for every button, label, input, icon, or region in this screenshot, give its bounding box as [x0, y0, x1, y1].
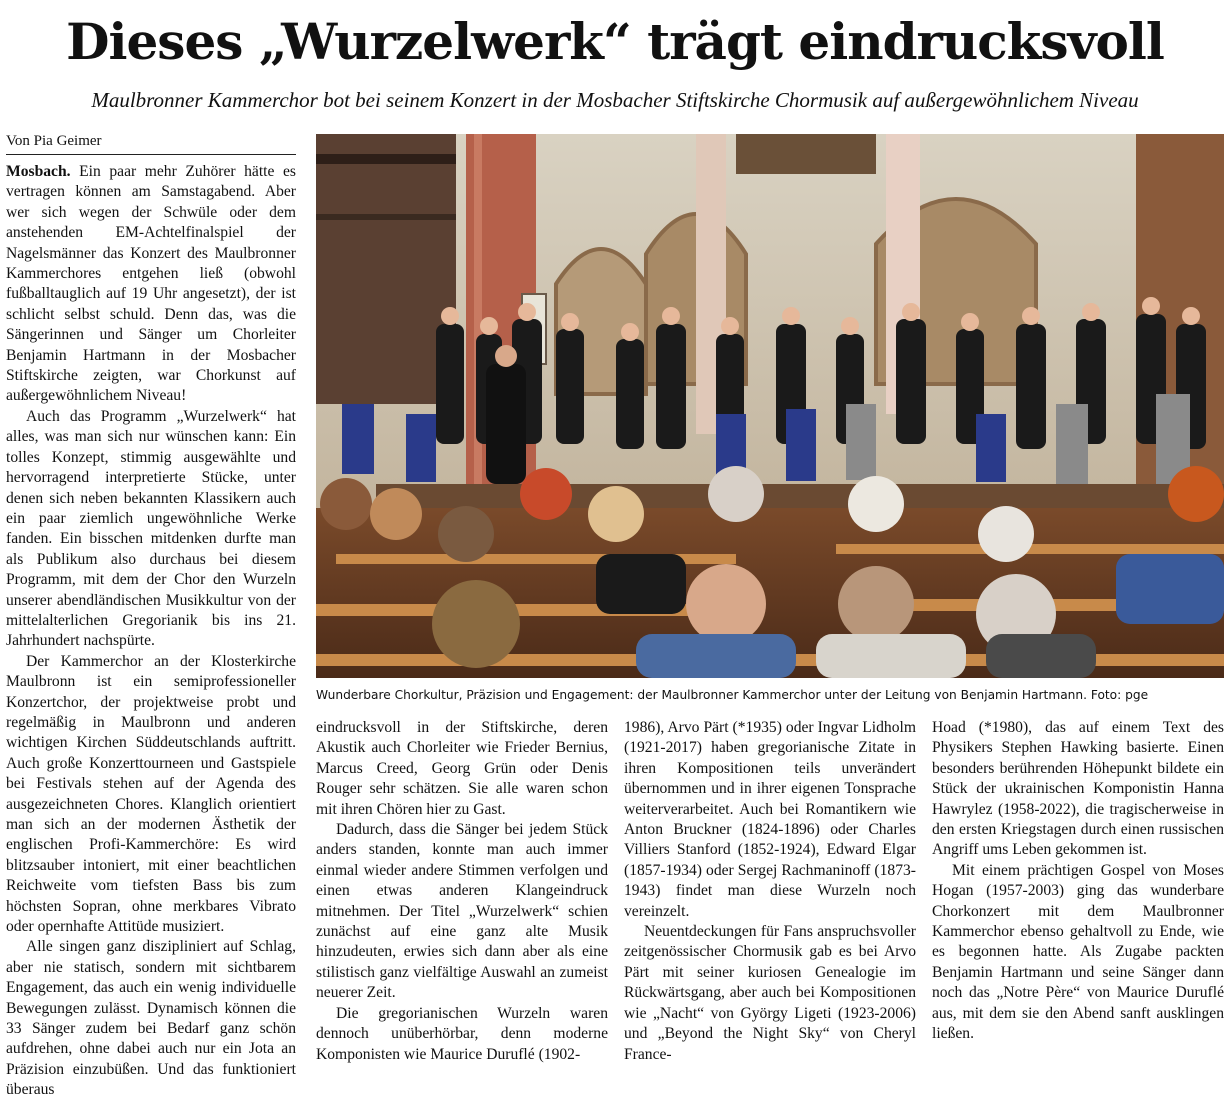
article-paragraph: Mosbach. Ein paar mehr Zuhörer hätte es vertragen können am Samstagabend. Aber wer sich wegen der Schwüle oder dem anstehenden EM-Achtelfinalspiel der Nagelsmänner das Konzert des Maulbronner Kammerchores entgehen ließ (obwohl fußballtauglich auf 19 Uhr angesetzt), der ist schlicht selbst schuld. Denn das, was die Sängerinnen und Sänger um Chorleiter Benjamin Hartmann in der Mosbacher Stiftskirche zeigten, war Chorkunst auf außergewöhnlichem Niveau!	[6, 163, 296, 405]
article-paragraph: Alle singen ganz diszipliniert auf Schlag, aber nie statisch, sondern mit sichtbarem Engagement, das auch ein wenig individuelle Bewegungen zulässt. Dynamisch können die 33 Sänger zudem bei Bedarf ganz schön aufdrehen, ohne dabei auch nur ein Jota an Präzision einzubüßen. Und das funktioniert überaus	[6, 938, 296, 1099]
article-paragraph: Mit einem prächtigen Gospel von Moses Hogan (1957-2003) ging das wunderbare Chorkonzert mit dem Maulbronner Kammerchor ebenso gehaltvoll zu Ende, wie es begonnen hatte. Als Zugabe packten Benjamin Hartmann und seine Sänger dann noch das „Notre Père“ von Maurice Duruflé aus, mit dem sie den Abend sanft ausklingen ließen.	[932, 861, 1224, 1043]
byline: Von Pia Geimer	[6, 132, 296, 155]
photo-caption	[316, 686, 1224, 704]
photo-credit: Foto: pge	[1090, 688, 1149, 702]
article-paragraph: Auch das Programm „Wurzelwerk“ hat alles, was man sich nur wünschen kann: Ein tolles Konzept, stimmig ausgewählte und hervorragend interpretierte Stücke, unter denen sich neben bekannten Klassikern auch ein paar ziemlich ungewöhnliche Werke fanden. Ein bisschen mitdenken durfte man als Publikum also durchaus bei diesem Programm, mit dem der Chor den Wurzeln unserer abendländischen Musikkultur von der mittelalterlichen Gregorianik bis ins 21. Jahrhundert nachspürte.	[6, 407, 296, 650]
article-paragraph: Der Kammerchor an der Klosterkirche Maulbronn ist ein semiprofessioneller Konzertchor, der projektweise probt und regelmäßig in Maulbronn und anderen wichtigen Kirchen Süddeutschlands auftritt. Auch große Konzerttourneen und Gastspiele bei Festivals stehen auf der Agenda des ausgezeichneten Chores. Klanglich orientiert man sich an der modernen Ästhetik der englischen Profi-Kammerchöre: Es wird blitzsauber intoniert, mit einer beachtlichen Reichweite vom tiefsten Bass bis zum höchsten Sopran, ohne merkbares Vibrato oder opernhafte Attitüde musiziert.	[6, 652, 296, 936]
dateline: Mosbach.	[6, 163, 71, 180]
article-column-2	[316, 718, 608, 1065]
article-paragraph: eindrucksvoll in der Stiftskirche, deren Akustik auch Chorleiter wie Frieder Bernius, Marcus Creed, Georg Grün oder Denis Rouger sehr schätzen. Sie alle waren schon mit ihren Chören hier zu Gast.	[316, 719, 608, 818]
article-paragraph: Dadurch, dass die Sänger bei jedem Stück anders standen, konnte man auch immer einmal wieder andere Stimmen verfolgen und einen etwas anderen Klangeindruck mitnehmen. Der Titel „Wurzelwerk“ schien zunächst auf eine ganz alte Musik hinzudeuten, erwies sich dann aber als eine stilistisch ganz vielfältige Auswahl an zumeist neuerer Zeit.	[316, 821, 608, 1002]
article-paragraph: Neuentdeckungen für Fans anspruchsvoller zeitgenössischer Chormusik gab es bei Arvo Pärt mit seiner kuriosen Genealogie im Rückwärtsgang, aber auch bei Kompositionen wie „Nacht“ von György Ligeti (1923-2006) und „Beyond the Night Sky“ von Cheryl France-	[624, 923, 916, 1063]
article-paragraph: Hoad (*1980), das auf einem Text des Physikers Stephen Hawking basierte. Einen besonders berührenden Höhepunkt bildete ein Stück der ukrainischen Komponistin Hanna Hawrylez (1958-2022), die tragischerweise in den ersten Kriegstagen durch einen russischen Angriff ums Leben gekommen ist.	[932, 719, 1224, 859]
caption-text: Wunderbare Chorkultur, Präzision und Engagement: der Maulbronner Kammerchor unter der Leitung von Benjamin Hartmann.	[316, 688, 1087, 702]
article-column-4	[932, 718, 1224, 1045]
article-column-3	[624, 718, 916, 1065]
article-paragraph: 1986), Arvo Pärt (*1935) oder Ingvar Lidholm (1921-2017) haben gregorianische Zitate in ihren Kompositionen teils unverändert übernommen und in ihrer eigenen Tonsprache weiterverarbeitet. Auch bei Romantikern wie Anton Bruckner (1824-1896) oder Charles Villiers Stanford (1852-1924), Edward Elgar (1857-1934) oder Sergej Rachmaninoff (1873-1943) findet man diese Wurzeln noch vereinzelt.	[624, 719, 916, 920]
choir-photo-illustration	[316, 134, 1224, 678]
subheadline: Maulbronner Kammerchor bot bei seinem Konzert in der Mosbacher Stiftskirche Chormusik auf außergewöhnlichem Niveau	[91, 88, 1139, 112]
choir-photo	[316, 134, 1224, 678]
headline: Dieses „Wurzelwerk“ trägt eindrucksvoll	[66, 12, 1164, 71]
article-paragraph: Die gregorianischen Wurzeln waren dennoch unüberhörbar, denn moderne Komponisten wie Maurice Duruflé (1902-	[316, 1004, 608, 1063]
article-column-1	[6, 162, 296, 1101]
